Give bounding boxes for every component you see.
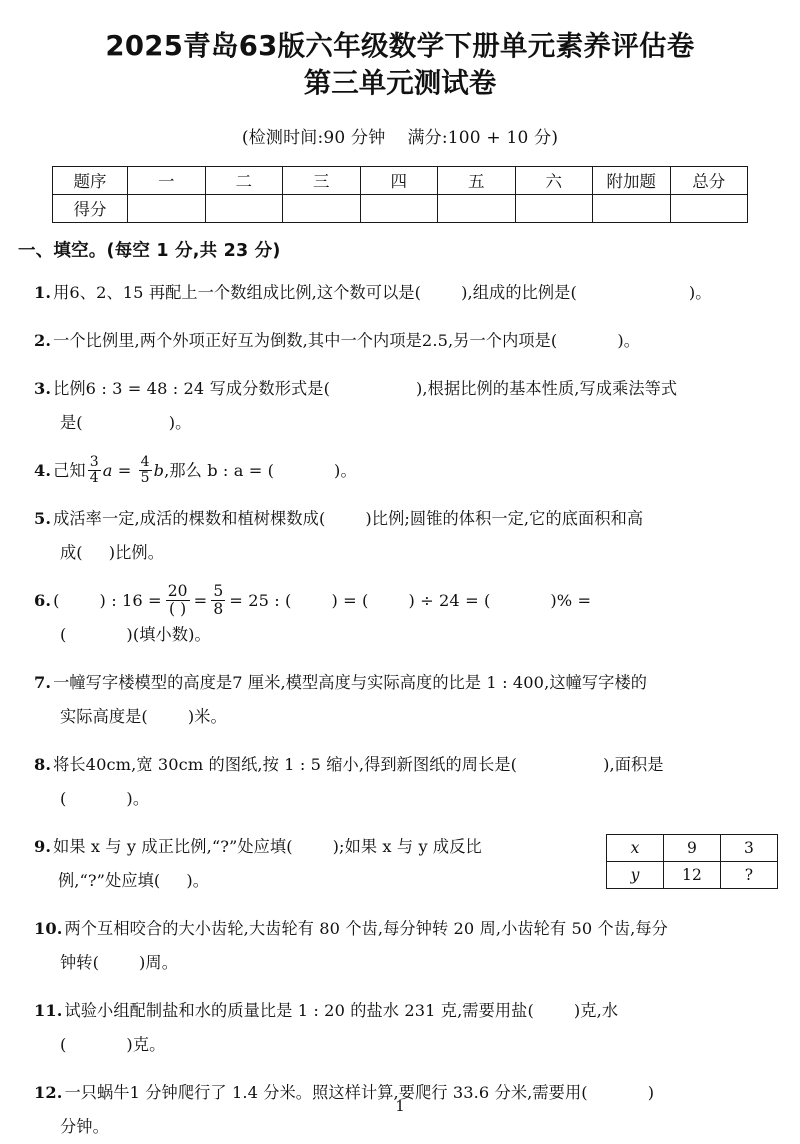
question-number: 8.: [34, 755, 52, 774]
question-3: [34, 372, 772, 440]
question-5: [34, 502, 772, 570]
fraction-denominator: 4: [89, 469, 99, 486]
score-col-5: 五: [438, 166, 516, 194]
score-cell-5[interactable]: [438, 194, 516, 222]
xy-table-y-unknown: ?: [721, 862, 778, 889]
question-10: [34, 912, 772, 980]
question-number: 6.: [34, 590, 52, 610]
fraction-five-eighths: [211, 583, 225, 617]
question-text: )周。: [139, 953, 178, 972]
question-number: 4.: [34, 460, 52, 480]
question-11: [34, 994, 772, 1062]
score-table-wrap: [52, 166, 748, 223]
question-line-2: [34, 700, 772, 734]
fraction-twenty-over-blank[interactable]: [166, 583, 190, 617]
question-text: )比例;圆锥的体积一定,它的底面积和高: [365, 508, 644, 528]
table-row-scores: [53, 194, 748, 222]
question-text: 试验小组配制盐和水的质量比是 1 : 20 的盐水 231 克,需要用盐(: [64, 1001, 534, 1020]
question-text: )。: [334, 460, 357, 480]
question-line-2: [34, 406, 772, 440]
question-text: 成(: [60, 542, 83, 562]
score-col-bonus: 附加题: [593, 166, 671, 194]
question-line-2: [34, 1110, 772, 1144]
answer-blank[interactable]: [517, 748, 603, 782]
xy-table-label-x: x: [607, 835, 664, 862]
question-text: 一幢写字楼模型的高度是7 厘米,模型高度与实际高度的比是 1 : 400,这幢写字楼的: [53, 673, 648, 692]
score-col-1: 一: [128, 166, 206, 194]
table-row-header: [53, 166, 748, 194]
answer-blank[interactable]: [577, 276, 689, 310]
answer-blank[interactable]: [66, 618, 126, 652]
section-heading-fill-blanks: 一、填空。(每空 1 分,共 23 分): [18, 240, 281, 261]
fraction-numerator: 4: [140, 454, 150, 471]
question-text: )米。: [187, 707, 227, 726]
question-text: ): [647, 1083, 655, 1102]
question-text: 己知: [53, 460, 86, 480]
score-cell-6[interactable]: [515, 194, 593, 222]
title-block: [0, 0, 800, 148]
variable-b: b: [153, 460, 165, 480]
answer-blank[interactable]: [148, 700, 188, 734]
variable-a: a: [102, 460, 113, 480]
score-cell-1[interactable]: [128, 194, 206, 222]
question-text: )。: [168, 412, 192, 432]
question-number: 7.: [34, 673, 52, 692]
answer-blank[interactable]: [274, 454, 334, 488]
xy-proportion-table: [606, 834, 778, 889]
answer-blank[interactable]: [293, 830, 333, 864]
exam-duration: (检测时间:90 分钟: [241, 127, 386, 148]
question-number: 9.: [34, 837, 52, 856]
question-text: = 25 : (: [229, 590, 292, 610]
fraction-four-fifths: [139, 455, 152, 485]
question-text: (: [60, 1035, 67, 1054]
question-text: ),组成的比例是(: [461, 282, 577, 302]
question-text: (: [60, 625, 67, 644]
question-4: [34, 454, 772, 488]
question-text: );如果 x 与 y 成反比: [332, 837, 482, 856]
question-text: 如果 x 与 y 成正比例,“?”处应填(: [53, 837, 293, 856]
answer-blank[interactable]: [490, 584, 550, 618]
question-text: 两个互相咬合的大小齿轮,大齿轮有 80 个齿,每分钟转 20 周,小齿轮有 50 个齿,每分: [64, 919, 668, 938]
answer-blank[interactable]: [534, 994, 574, 1028]
question-text: ),面积是: [603, 755, 664, 774]
answer-blank[interactable]: [66, 1028, 126, 1062]
answer-blank[interactable]: [325, 502, 365, 536]
answer-blank[interactable]: [291, 584, 331, 618]
question-text: 分钟。: [60, 1117, 109, 1136]
question-7: [34, 666, 772, 734]
fraction-numerator: 3: [89, 454, 99, 471]
question-text: )。: [688, 282, 712, 302]
question-1: [34, 276, 772, 310]
fraction-denominator: 8: [213, 599, 224, 618]
score-cell-4[interactable]: [360, 194, 438, 222]
question-9: [34, 830, 772, 898]
question-text: 一只蜗牛1 分钟爬行了 1.4 分米。照这样计算,要爬行 33.6 分米,需要用(: [64, 1083, 588, 1102]
exam-meta: [0, 123, 800, 148]
question-text: 成活率一定,成活的棵数和植树棵数成(: [53, 508, 326, 528]
xy-table-x-value-1: 9: [664, 835, 721, 862]
score-cell-bonus[interactable]: [593, 194, 671, 222]
question-number: 11.: [34, 1001, 63, 1020]
question-text: )。: [617, 330, 641, 350]
table-row-x: [607, 835, 778, 862]
question-text: )比例。: [108, 542, 164, 562]
answer-blank[interactable]: [557, 324, 617, 358]
fraction-denominator-blank[interactable]: ( ): [166, 600, 190, 617]
score-cell-total[interactable]: [670, 194, 748, 222]
xy-table-y-value-1: 12: [664, 862, 721, 889]
answer-blank[interactable]: [99, 946, 139, 980]
answer-blank[interactable]: [330, 372, 416, 406]
question-2: [34, 324, 772, 358]
answer-blank[interactable]: [60, 584, 100, 618]
question-text: )。: [186, 871, 210, 890]
question-text: ) ÷ 24 = (: [408, 590, 491, 610]
question-text: ) : 16 =: [99, 590, 162, 610]
question-number: 5.: [34, 508, 52, 528]
fraction-three-quarters: [88, 455, 101, 485]
question-text: 钟转(: [60, 953, 99, 972]
answer-blank[interactable]: [368, 584, 408, 618]
answer-blank[interactable]: [83, 406, 169, 440]
score-cell-3[interactable]: [283, 194, 361, 222]
score-col-total: 总分: [670, 166, 748, 194]
fraction-numerator: 5: [213, 582, 224, 601]
page-number: 1: [395, 1097, 405, 1115]
questions-list: [0, 276, 800, 1144]
score-table: [52, 166, 748, 223]
question-text: )(填小数)。: [126, 625, 211, 644]
question-text: (: [53, 590, 60, 610]
question-text: )克,水: [573, 1001, 619, 1020]
table-row-y: [607, 862, 778, 889]
exam-total-score: 满分:100 + 10 分): [407, 127, 559, 148]
question-text: ),根据比例的基本性质,写成乘法等式: [416, 378, 678, 398]
page-subtitle: 第三单元测试卷: [303, 66, 497, 99]
question-6: [34, 584, 772, 652]
question-text: )克。: [126, 1035, 166, 1054]
question-text: 比例6 : 3 = 48 : 24 写成分数形式是(: [53, 378, 330, 398]
question-number: 1.: [34, 282, 52, 302]
score-col-4: 四: [360, 166, 438, 194]
question-number: 10.: [34, 919, 63, 938]
score-cell-2[interactable]: [205, 194, 283, 222]
question-number: 3.: [34, 378, 52, 398]
question-line-2: [34, 1028, 772, 1062]
question-text: )% =: [550, 590, 592, 610]
question-line-2: [34, 782, 772, 816]
score-table-row-label-2: 得分: [53, 194, 128, 222]
answer-blank[interactable]: [160, 864, 186, 898]
question-text: =: [193, 590, 208, 610]
score-col-2: 二: [205, 166, 283, 194]
xy-table-label-y: y: [607, 862, 664, 889]
answer-blank[interactable]: [421, 276, 461, 310]
question-text: (: [60, 789, 67, 808]
question-line-2: [34, 536, 772, 570]
question-8: [34, 748, 772, 816]
question-text: )。: [126, 789, 150, 808]
score-col-3: 三: [283, 166, 361, 194]
question-line-2: [34, 946, 772, 980]
fraction-denominator: 5: [140, 469, 150, 486]
question-number: 12.: [34, 1083, 63, 1102]
score-col-6: 六: [515, 166, 593, 194]
fraction-numerator: 20: [167, 582, 188, 601]
question-text: 一个比例里,两个外项正好互为倒数,其中一个内项是2.5,另一个内项是(: [53, 330, 558, 350]
question-text: 是(: [60, 412, 83, 432]
question-text: 用6、2、15 再配上一个数组成比例,这个数可以是(: [53, 282, 422, 302]
question-text: ) = (: [331, 590, 369, 610]
question-text: 将长40cm,宽 30cm 的图纸,按 1 : 5 缩小,得到新图纸的周长是(: [53, 755, 518, 774]
score-table-row-label: 题序: [53, 166, 128, 194]
question-line-2: [34, 618, 772, 652]
answer-blank[interactable]: [66, 782, 126, 816]
page-title: 2025青岛63版六年级数学下册单元素养评估卷: [105, 30, 695, 62]
question-number: 2.: [34, 330, 52, 350]
answer-blank[interactable]: [83, 536, 109, 570]
question-text: 实际高度是(: [60, 707, 148, 726]
question-text: ,那么 b : a = (: [164, 460, 275, 480]
question-text: 例,“?”处应填(: [58, 871, 161, 890]
equals-sign: =: [117, 460, 132, 480]
xy-table-x-value-2: 3: [721, 835, 778, 862]
